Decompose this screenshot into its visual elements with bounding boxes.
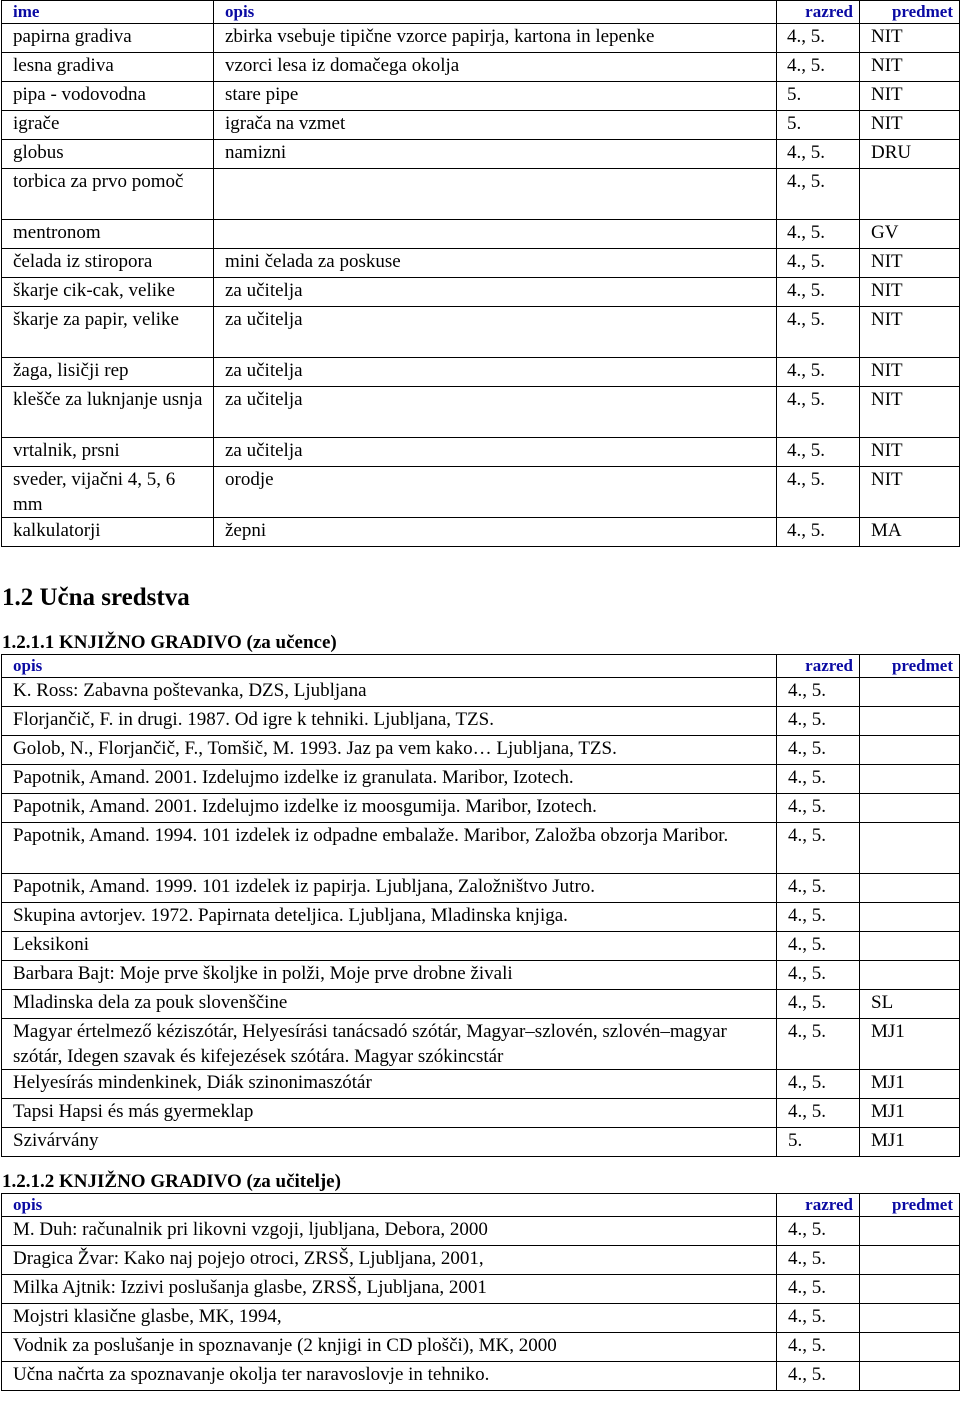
table-row [2, 220, 960, 249]
cell-ime: sveder, vijačni 4, 5, 6 mm [2, 467, 214, 518]
table-row [2, 387, 960, 438]
cell-predmet: NIT [860, 438, 960, 467]
table-row [2, 1275, 960, 1304]
header-ime: ime [2, 1, 214, 24]
cell-predmet: SL [860, 990, 960, 1019]
table-row [2, 1304, 960, 1333]
cell-razred: 4., 5. [777, 707, 860, 736]
header-opis: opis [214, 1, 777, 24]
cell-predmet: MJ1 [860, 1099, 960, 1128]
cell-opis: zbirka vsebuje tipične vzorce papirja, kartona in lepenke [214, 24, 777, 53]
cell-predmet [860, 1333, 960, 1362]
table-row [2, 24, 960, 53]
cell-opis: Vodnik za poslušanje in spoznavanje (2 knjigi in CD plošči), MK, 2000 [2, 1333, 777, 1362]
table-row [2, 1070, 960, 1099]
table-row [2, 438, 960, 467]
table-row [2, 467, 960, 518]
cell-razred: 4., 5. [777, 24, 860, 53]
cell-razred: 4., 5. [777, 1070, 860, 1099]
cell-razred: 4., 5. [777, 990, 860, 1019]
cell-predmet [860, 794, 960, 823]
cell-razred: 4., 5. [777, 249, 860, 278]
cell-opis: Milka Ajtnik: Izzivi poslušanja glasbe, ZRSŠ, Ljubljana, 2001 [2, 1275, 777, 1304]
cell-opis: Papotnik, Amand. 1994. 101 izdelek iz odpadne embalaže. Maribor, Založba obzorja Maribor. [2, 823, 777, 874]
table-row [2, 249, 960, 278]
cell-razred: 4., 5. [777, 823, 860, 874]
table-row [2, 794, 960, 823]
cell-ime: žaga, lisičji rep [2, 358, 214, 387]
table-row [2, 1333, 960, 1362]
cell-predmet: NIT [860, 82, 960, 111]
subsection-title-students: 1.2.1.1 KNJIŽNO GRADIVO (za učence) [2, 632, 337, 653]
cell-predmet: NIT [860, 387, 960, 438]
cell-predmet: NIT [860, 358, 960, 387]
cell-predmet [860, 765, 960, 794]
cell-opis: Barbara Bajt: Moje prve školjke in polži, Moje prve drobne živali [2, 961, 777, 990]
cell-razred: 4., 5. [777, 467, 860, 518]
cell-opis: Dragica Žvar: Kako naj pojejo otroci, ZRSŠ, Ljubljana, 2001, [2, 1246, 777, 1275]
cell-opis: Mladinska dela za pouk slovenščine [2, 990, 777, 1019]
cell-opis [214, 169, 777, 220]
cell-razred: 4., 5. [777, 53, 860, 82]
table-row [2, 111, 960, 140]
cell-predmet [860, 1275, 960, 1304]
cell-razred: 4., 5. [777, 169, 860, 220]
cell-opis: vzorci lesa iz domačega okolja [214, 53, 777, 82]
cell-opis: Papotnik, Amand. 2001. Izdelujmo izdelke iz moosgumija. Maribor, Izotech. [2, 794, 777, 823]
table-row [2, 932, 960, 961]
cell-opis: žepni [214, 518, 777, 547]
cell-razred: 4., 5. [777, 1217, 860, 1246]
table-row [2, 990, 960, 1019]
cell-razred: 4., 5. [777, 1099, 860, 1128]
books-teachers-table [1, 1193, 960, 1391]
table-row [2, 1246, 960, 1275]
cell-opis: igrača na vzmet [214, 111, 777, 140]
table-row [2, 903, 960, 932]
cell-opis: M. Duh: računalnik pri likovni vzgoji, ljubljana, Debora, 2000 [2, 1217, 777, 1246]
cell-razred: 4., 5. [777, 794, 860, 823]
header-razred: razred [777, 1, 860, 24]
cell-opis: Skupina avtorjev. 1972. Papirnata deteljica. Ljubljana, Mladinska knjiga. [2, 903, 777, 932]
cell-razred: 4., 5. [777, 1246, 860, 1275]
cell-predmet [860, 707, 960, 736]
cell-razred: 5. [777, 82, 860, 111]
cell-razred: 4., 5. [777, 1019, 860, 1070]
header-razred: razred [777, 1194, 860, 1217]
cell-predmet: NIT [860, 53, 960, 82]
cell-predmet [860, 932, 960, 961]
table-row [2, 1099, 960, 1128]
cell-opis: Papotnik, Amand. 1999. 101 izdelek iz papirja. Ljubljana, Založništvo Jutro. [2, 874, 777, 903]
cell-razred: 4., 5. [777, 874, 860, 903]
cell-predmet [860, 903, 960, 932]
cell-opis: za učitelja [214, 438, 777, 467]
table-row [2, 678, 960, 707]
cell-opis: Florjančič, F. in drugi. 1987. Od igre k tehniki. Ljubljana, TZS. [2, 707, 777, 736]
cell-opis: orodje [214, 467, 777, 518]
cell-predmet: NIT [860, 249, 960, 278]
cell-predmet [860, 169, 960, 220]
cell-opis: namizni [214, 140, 777, 169]
cell-razred: 4., 5. [777, 1362, 860, 1391]
table-row [2, 518, 960, 547]
cell-razred: 4., 5. [777, 387, 860, 438]
cell-opis: Golob, N., Florjančič, F., Tomšič, M. 1993. Jaz pa vem kako… Ljubljana, TZS. [2, 736, 777, 765]
table-row [2, 1217, 960, 1246]
table-row [2, 765, 960, 794]
cell-opis: za učitelja [214, 387, 777, 438]
cell-predmet: NIT [860, 307, 960, 358]
header-opis: opis [2, 655, 777, 678]
table-row [2, 961, 960, 990]
table-row [2, 1362, 960, 1391]
table-row [2, 307, 960, 358]
cell-razred: 4., 5. [777, 932, 860, 961]
table-row [2, 736, 960, 765]
header-predmet: predmet [860, 1194, 960, 1217]
cell-ime: papirna gradiva [2, 24, 214, 53]
cell-razred: 5. [777, 111, 860, 140]
cell-razred: 4., 5. [777, 358, 860, 387]
table-row [2, 53, 960, 82]
cell-razred: 4., 5. [777, 278, 860, 307]
cell-ime: klešče za luknjanje usnja [2, 387, 214, 438]
cell-ime: igrače [2, 111, 214, 140]
cell-ime: čelada iz stiropora [2, 249, 214, 278]
cell-razred: 4., 5. [777, 140, 860, 169]
cell-opis: Magyar értelmező kéziszótár, Helyesírási tanácsadó szótár, Magyar–szlovén, szlovén–magyar szótár, Idegen szavak és kifejezések szótára. Magyar szókincstár [2, 1019, 777, 1070]
header-predmet: predmet [860, 1, 960, 24]
cell-ime: lesna gradiva [2, 53, 214, 82]
cell-razred: 4., 5. [777, 307, 860, 358]
cell-predmet: NIT [860, 467, 960, 518]
cell-ime: vrtalnik, prsni [2, 438, 214, 467]
cell-predmet [860, 1246, 960, 1275]
cell-razred: 5. [777, 1128, 860, 1157]
cell-predmet: MA [860, 518, 960, 547]
cell-opis: Szivárvány [2, 1128, 777, 1157]
cell-opis: Mojstri klasične glasbe, MK, 1994, [2, 1304, 777, 1333]
equipment-table [1, 0, 960, 547]
cell-razred: 4., 5. [777, 736, 860, 765]
cell-razred: 4., 5. [777, 220, 860, 249]
header-predmet: predmet [860, 655, 960, 678]
cell-razred: 4., 5. [777, 1304, 860, 1333]
cell-predmet: MJ1 [860, 1128, 960, 1157]
cell-opis: za učitelja [214, 358, 777, 387]
table-row [2, 707, 960, 736]
cell-ime: torbica za prvo pomoč [2, 169, 214, 220]
cell-predmet [860, 961, 960, 990]
table-row [2, 1128, 960, 1157]
cell-razred: 4., 5. [777, 1333, 860, 1362]
cell-ime: škarje za papir, velike [2, 307, 214, 358]
cell-razred: 4., 5. [777, 903, 860, 932]
cell-opis: Učna načrta za spoznavanje okolja ter naravoslovje in tehniko. [2, 1362, 777, 1391]
cell-ime: globus [2, 140, 214, 169]
cell-razred: 4., 5. [777, 678, 860, 707]
subsection-title-teachers: 1.2.1.2 KNJIŽNO GRADIVO (za učitelje) [2, 1171, 341, 1192]
cell-ime: mentronom [2, 220, 214, 249]
cell-ime: škarje cik-cak, velike [2, 278, 214, 307]
table-row [2, 82, 960, 111]
table-header-row [2, 1, 960, 24]
cell-predmet: NIT [860, 278, 960, 307]
cell-razred: 4., 5. [777, 1275, 860, 1304]
cell-opis: mini čelada za poskuse [214, 249, 777, 278]
table-header-row [2, 655, 960, 678]
cell-ime: pipa - vodovodna [2, 82, 214, 111]
cell-predmet [860, 678, 960, 707]
cell-predmet: MJ1 [860, 1070, 960, 1099]
table-row [2, 278, 960, 307]
cell-predmet: DRU [860, 140, 960, 169]
cell-predmet [860, 823, 960, 874]
cell-razred: 4., 5. [777, 765, 860, 794]
cell-razred: 4., 5. [777, 438, 860, 467]
cell-opis: Helyesírás mindenkinek, Diák szinonimaszótár [2, 1070, 777, 1099]
table-row [2, 358, 960, 387]
header-razred: razred [777, 655, 860, 678]
cell-razred: 4., 5. [777, 961, 860, 990]
cell-predmet [860, 1362, 960, 1391]
table-row [2, 140, 960, 169]
table-row [2, 1019, 960, 1070]
table-row [2, 874, 960, 903]
cell-opis: Papotnik, Amand. 2001. Izdelujmo izdelke iz granulata. Maribor, Izotech. [2, 765, 777, 794]
cell-opis: Tapsi Hapsi és más gyermeklap [2, 1099, 777, 1128]
cell-opis: za učitelja [214, 278, 777, 307]
table-row [2, 169, 960, 220]
cell-predmet: MJ1 [860, 1019, 960, 1070]
cell-opis [214, 220, 777, 249]
cell-predmet [860, 736, 960, 765]
cell-ime: kalkulatorji [2, 518, 214, 547]
cell-predmet: NIT [860, 111, 960, 140]
cell-predmet: GV [860, 220, 960, 249]
cell-predmet [860, 874, 960, 903]
cell-opis: K. Ross: Zabavna poštevanka, DZS, Ljubljana [2, 678, 777, 707]
cell-predmet [860, 1217, 960, 1246]
cell-predmet: NIT [860, 24, 960, 53]
cell-opis: Leksikoni [2, 932, 777, 961]
cell-razred: 4., 5. [777, 518, 860, 547]
books-students-table [1, 654, 960, 1157]
table-row [2, 823, 960, 874]
header-opis: opis [2, 1194, 777, 1217]
cell-predmet [860, 1304, 960, 1333]
section-title: 1.2 Učna sredstva [2, 584, 190, 611]
cell-opis: za učitelja [214, 307, 777, 358]
cell-opis: stare pipe [214, 82, 777, 111]
table-header-row [2, 1194, 960, 1217]
